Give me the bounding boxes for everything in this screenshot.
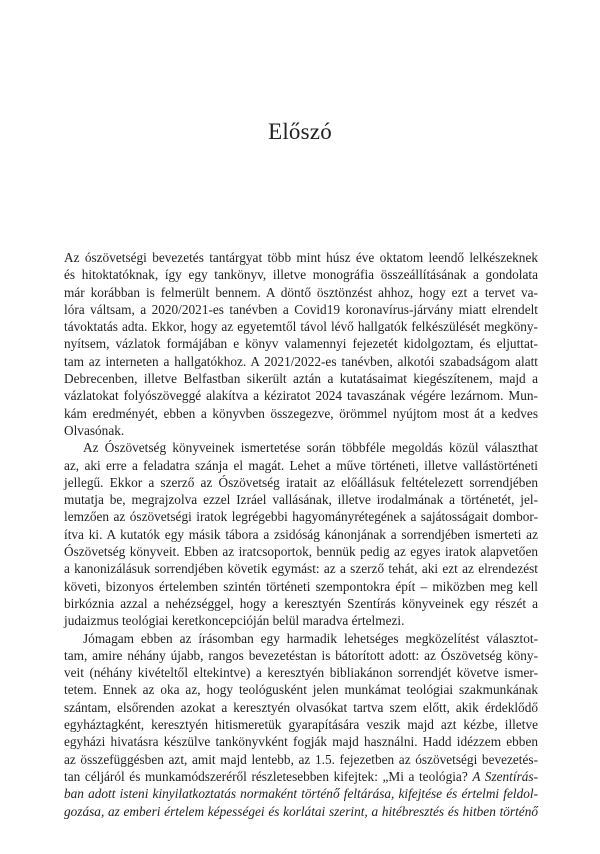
text-line: és hitoktatóknak, így egy tankönyv, illetve monográfia összeállításának a gondolata bbox=[64, 267, 538, 283]
text-line: ítva ki. A kutatók egy másik tábora a zsidóság kánonjának a sorrendjében ismerteti az bbox=[64, 526, 538, 542]
text-line: Az ószövetségi bevezetés tantárgyat több mint húsz éve oktatom leendő lelkészeknek bbox=[64, 250, 538, 265]
text-line: mutatja be, megrajzolva ezzel Izráel vallásának, illetve irodalmának a történetét, jel- bbox=[64, 492, 538, 508]
text-line: tam, amire néhány újabb, rangos bevezetéstan is bátorított adott: az Ószövetség köny- bbox=[64, 647, 538, 663]
text-line: követi, bizonyos értelemben szintén történeti szempontokra épít – miközben meg kell bbox=[64, 578, 538, 594]
text-line: az, aki erre a feladatra szánja el magát. Lehet a műve történeti, illetve vallástörténeti bbox=[64, 457, 538, 473]
text-line: lóra váltsam, a 2020/2021-es tanévben a Covid19 koronavírus-járvány miatt elrendelt bbox=[64, 301, 538, 317]
text-line: szántam, elsőrenden azokat a keresztyén olvasókat tartva szem előtt, akik érdeklődő bbox=[64, 699, 538, 715]
text-line: Olvasónak. bbox=[64, 422, 125, 438]
text-span: tan céljáról és munkamódszeréről részletesebben kifejtek: „Mi a teológia? bbox=[64, 768, 468, 784]
text-line: jellegű. Ekkor a szerző az Ószövetség iratait az előállásuk feltételezett sorrendjében bbox=[64, 474, 538, 490]
text-line: az összefüggésben azt, amit majd lentebb, az 1.5. fejezetben az ószövetségi bevezetés- bbox=[64, 751, 538, 767]
quote-line: gozása, az emberi értelem képességei és korlátai szerint, a hitébresztés és hitben történő bbox=[64, 803, 538, 819]
text-line: távoktatás adta. Ekkor, hogy az egyetemtől távol lévő hallgatók felkészülését megköny- bbox=[64, 319, 538, 335]
paragraph-1 bbox=[64, 249, 538, 439]
text-line: Debrecenben, illetve Belfastban sikerült aztán a kutatásaimat kiegészítenem, majd a bbox=[64, 371, 538, 387]
paragraph-3 bbox=[64, 630, 538, 820]
text-line: a kanonizálásuk sorrendjében követik egymást: az a szerző tehát, aki ezt az elrendezést bbox=[64, 561, 538, 577]
text-line: kám eredményét, ebben a könyvben összegezve, örömmel nyújtom most át a kedves bbox=[64, 405, 538, 421]
text-line: judaizmus teológiai keretkoncepcióján belül maradva értelmezi. bbox=[64, 613, 405, 629]
text-line: már korábban is felmerült bennem. A döntő ösztönzést ahhoz, hogy ezt a tervet va- bbox=[64, 284, 538, 300]
text-line: Ószövetség könyveit. Ebben az iratcsoportok, bennük pedig az egyes iratok alapvetően bbox=[64, 544, 538, 560]
body-text bbox=[64, 249, 538, 820]
text-line: egyházi hivatásra készülve tankönyvként fogják majd használni. Hadd idézzem ebben bbox=[64, 734, 538, 750]
text-line: Jómagam ebben az írásomban egy harmadik lehetséges megközelítést választot- bbox=[83, 630, 538, 646]
text-line: egyháztagként, keresztyén hitismeretük gyarapítására veszik majd azt kézbe, illetve bbox=[64, 717, 538, 733]
text-line bbox=[64, 768, 538, 785]
text-line: Az Ószövetség könyveinek ismertetése során többféle megoldás közül választhat bbox=[83, 440, 538, 456]
text-line: nyítsem, vázlatok formájában e könyv valamennyi fejezetét kidolgoztam, és eljuttat- bbox=[64, 336, 538, 352]
quote-line: ban adott isteni kinyilatkoztatás normaként történő feltárása, kifejtése és értelmi feldol- bbox=[64, 786, 538, 802]
text-line: birkóznia azzal a nehézséggel, hogy a keresztyén Szentírás könyveinek egy részét a bbox=[64, 595, 538, 611]
quote-span: A Szentírás- bbox=[472, 768, 538, 784]
text-line: tam az interneten a hallgatókhoz. A 2021/2022-es tanévben, alkotói szabadságom alatt bbox=[64, 353, 538, 369]
paragraph-2 bbox=[64, 439, 538, 629]
text-line: veit (néhány kivételtől eltekintve) a keresztyén bibliakánon sorrendjét követve ismer- bbox=[64, 665, 538, 681]
text-line: lemzően az ószövetségi iratok legrégebbi hagyományrétegének a sajátosságait dombor- bbox=[64, 509, 538, 525]
text-line: vázlatokat folyószöveggé alakítva a kéziratot 2024 tavaszának végére lezárnom. Mun- bbox=[64, 388, 538, 404]
text-line: tetem. Ennek az oka az, hogy teológusként jelen munkámat teológiai szakmunkának bbox=[64, 682, 538, 698]
chapter-title: Előszó bbox=[268, 119, 332, 144]
